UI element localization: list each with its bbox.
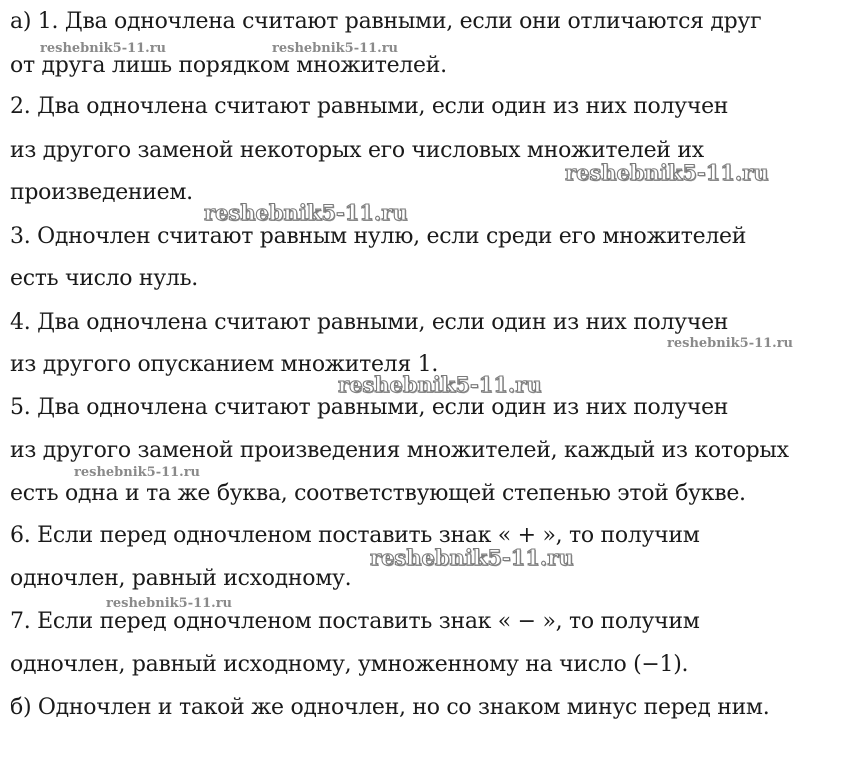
- watermark: reshebnik5-11.ru: [204, 200, 408, 225]
- text-line-5-start: 5. Два одночлена считают равными, если один из них получен: [10, 395, 729, 420]
- text-line-7-start: 7. Если перед одночленом поставить знак « − », то получим: [10, 609, 700, 634]
- text-line-3-end: есть число нуль.: [10, 266, 198, 291]
- text-line-4-end: из другого опусканием множителя 1.: [10, 352, 439, 377]
- text-line-b: б) Одночлен и такой же одночлен, но со знаком минус перед ним.: [10, 695, 770, 720]
- text-line-7-end: одночлен, равный исходному, умноженному на число (−1).: [10, 652, 689, 677]
- text-line-2-start: 2. Два одночлена считают равными, если один из них получен: [10, 94, 729, 119]
- watermark: reshebnik5-11.ru: [272, 41, 399, 56]
- text-line-a-1-start: а) 1. Два одночлена считают равными, если они отличаются друг: [10, 9, 762, 34]
- watermark: reshebnik5-11.ru: [106, 596, 233, 611]
- text-line-2-middle: из другого заменой некоторых его числовых множителей их: [10, 138, 704, 163]
- watermark: reshebnik5-11.ru: [338, 372, 542, 397]
- text-line-3-start: 3. Одночлен считают равным нулю, если среди его множителей: [10, 224, 747, 249]
- watermark: reshebnik5-11.ru: [40, 41, 167, 56]
- watermark: reshebnik5-11.ru: [565, 160, 769, 185]
- text-line-6-start: 6. Если перед одночленом поставить знак « + », то получим: [10, 523, 700, 548]
- text-line-5-middle: из другого заменой произведения множителей, каждый из которых: [10, 438, 789, 463]
- text-line-6-end: одночлен, равный исходному.: [10, 566, 352, 591]
- watermark: reshebnik5-11.ru: [74, 465, 201, 480]
- text-line-a-1-end: от друга лишь порядком множителей.: [10, 53, 447, 78]
- watermark: reshebnik5-11.ru: [667, 336, 794, 351]
- text-line-5-end: есть одна и та же буква, соответствующей степенью этой букве.: [10, 481, 746, 506]
- text-line-4-start: 4. Два одночлена считают равными, если один из них получен: [10, 310, 729, 335]
- text-line-2-end: произведением.: [10, 180, 193, 205]
- watermark: reshebnik5-11.ru: [370, 545, 574, 570]
